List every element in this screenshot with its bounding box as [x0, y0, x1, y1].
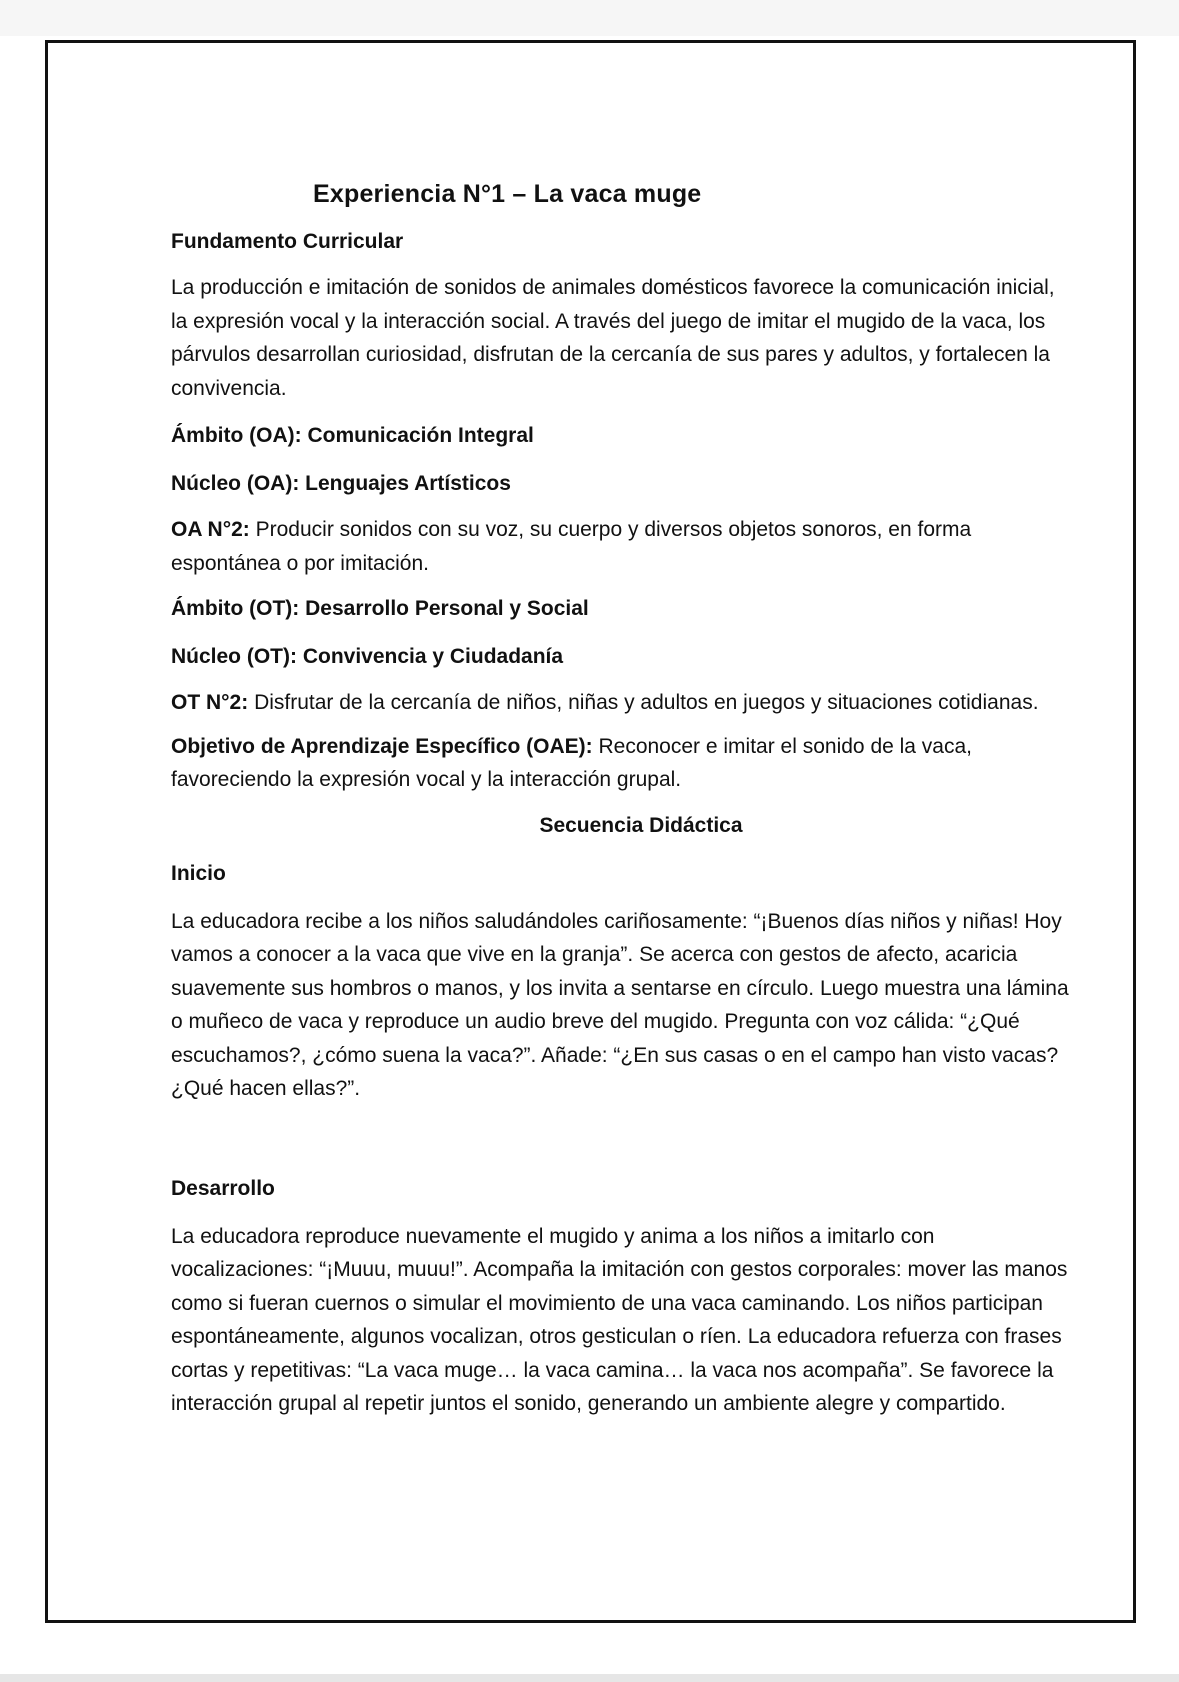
nucleo-ot-heading: Núcleo (OT): Convivencia y Ciudadanía — [171, 645, 564, 668]
oa-text: Producir sonidos con su voz, su cuerpo y diversos objetos sonoros, en forma espontánea o por imitación. — [171, 518, 972, 575]
oa-paragraph — [171, 513, 1071, 580]
ambito-ot-heading: Ámbito (OT): Desarrollo Personal y Social — [171, 597, 589, 620]
ot-text: Disfrutar de la cercanía de niños, niñas y adultos en juegos y situaciones cotidianas. — [248, 691, 1039, 714]
inicio-paragraph: La educadora recibe a los niños saludándoles cariñosamente: “¡Buenos días niños y niñas! Hoy vamos a conocer a la vaca que vive en la granja”. Se acerca con gestos de afecto, acaricia suavemente sus hombros o manos, y los invita a sentarse en círculo. Luego muestra una lámina o muñeco de vaca y reproduce un audio breve del mugido. Pregunta con voz cálida: “¿Qué escuchamos?, ¿cómo suena la vaca?”. Añade: “¿En sus casas o en el campo han visto vacas? ¿Qué hacen ellas?”. — [171, 909, 1069, 1100]
desarrollo-heading: Desarrollo — [171, 1176, 275, 1200]
bottom-background-strip — [0, 1674, 1179, 1682]
fundamento-heading: Fundamento Curricular — [171, 230, 404, 253]
oae-label: Objetivo de Aprendizaje Específico (OAE): — [171, 734, 593, 758]
fundamento-paragraph: La producción e imitación de sonidos de animales domésticos favorece la comunicación inicial, la expresión vocal y la interacción social. A través del juego de imitar el mugido de la vaca, los párvulos desarrollan curiosidad, disfrutan de la cercanía de sus pares y adultos, y fortalecen la convivencia. — [171, 276, 1055, 400]
ambito-oa-heading: Ámbito (OA): Comunicación Integral — [171, 424, 534, 447]
oae-paragraph — [171, 730, 1071, 797]
inicio-heading: Inicio — [171, 861, 226, 885]
document-page — [45, 40, 1136, 1623]
oae-text: Reconocer e imitar el sonido de la vaca, favoreciendo la expresión vocal y la interacción grupal. — [171, 734, 973, 791]
ot-paragraph — [171, 686, 1071, 720]
oa-label: OA N°2: — [171, 518, 250, 541]
secuencia-heading: Secuencia Didáctica — [539, 813, 743, 837]
document-content — [171, 141, 1071, 1421]
top-background-strip — [0, 0, 1179, 36]
document-title: Experiencia N°1 – La vaca muge — [313, 180, 702, 208]
desarrollo-paragraph: La educadora reproduce nuevamente el mugido y anima a los niños a imitarlo con vocalizaciones: “¡Muuu, muuu!”. Acompaña la imitación con gestos corporales: mover las manos como si fueran cuernos o simular el movimiento de una vaca caminando. Los niños participan espontáneamente, algunos vocalizan, otros gesticulan o ríen. La educadora refuerza con frases cortas y repetitivas: “La vaca muge… la vaca camina… la vaca nos acompaña”. Se favorece la interacción grupal al repetir juntos el sonido, generando un ambiente alegre y compartido. — [171, 1224, 1068, 1415]
nucleo-oa-heading: Núcleo (OA): Lenguajes Artísticos — [171, 472, 511, 495]
ot-label: OT N°2: — [171, 691, 249, 714]
